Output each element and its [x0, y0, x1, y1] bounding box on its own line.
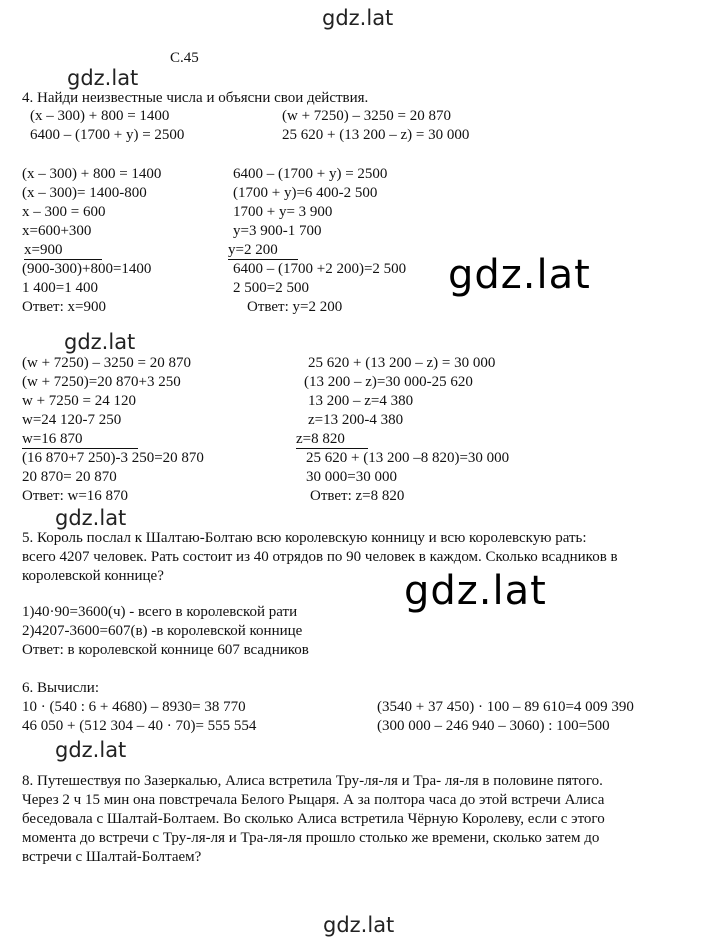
task5-text: королевской коннице?	[22, 568, 164, 584]
x-step: (x – 300) + 800 = 1400	[22, 166, 162, 182]
task5-text: всего 4207 человек. Рать состоит из 40 отрядов по 90 человек в каждом. Сколько всадников в	[22, 549, 618, 565]
z-step: z=8 820	[296, 431, 368, 449]
watermark: gdz.lat	[55, 506, 127, 530]
y-step: 6400 – (1700 + y) = 2500	[233, 166, 388, 182]
x-step: 1 400=1 400	[22, 280, 98, 296]
watermark: gdz.lat	[404, 568, 547, 614]
watermark: gdz.lat	[323, 913, 395, 937]
task5-text: 5. Король послал к Шалтаю-Болтаю всю королевскую конницу и всю королевскую рать:	[22, 530, 587, 546]
z-answer: Ответ: z=8 820	[310, 488, 405, 504]
watermark: gdz.lat	[448, 252, 591, 298]
y-step: 6400 – (1700 +2 200)=2 500	[233, 261, 407, 277]
task5-answer: Ответ: в королевской коннице 607 всадников	[22, 642, 309, 658]
x-step: (900-300)+800=1400	[22, 261, 152, 277]
task6-heading: 6. Вычисли:	[22, 680, 99, 696]
w-step: (w + 7250)=20 870+3 250	[22, 374, 181, 390]
task6-expression: (300 000 – 246 940 – 3060) : 100=500	[377, 718, 610, 734]
w-answer: Ответ: w=16 870	[22, 488, 129, 504]
watermark: gdz.lat	[322, 6, 394, 30]
task6-expression: (3540 + 37 450) · 100 – 89 610=4 009 390	[377, 699, 634, 715]
task4-equation-z: 25 620 + (13 200 – z) = 30 000	[282, 127, 470, 143]
task4-equation-x: (x – 300) + 800 = 1400	[30, 108, 170, 124]
w-answer-underlined	[22, 431, 138, 449]
task4-equation-w: (w + 7250) – 3250 = 20 870	[282, 108, 451, 124]
z-step: 13 200 – z=4 380	[308, 393, 414, 409]
y-answer: Ответ: y=2 200	[247, 299, 343, 315]
watermark: gdz.lat	[64, 330, 136, 354]
y-step: (1700 + y)=6 400-2 500	[233, 185, 378, 201]
x-answer: Ответ: x=900	[22, 299, 106, 315]
y-step: y=2 200	[228, 242, 298, 260]
y-answer-underlined	[228, 242, 298, 260]
w-step: w=16 870	[22, 431, 138, 449]
task8-text: Через 2 ч 15 мин она повстречала Белого Рыцаря. А за полтора часа до этой встречи Алиса	[22, 792, 605, 808]
w-step: 20 870= 20 870	[22, 469, 117, 485]
x-step: x=600+300	[22, 223, 92, 239]
z-step: 25 620 + (13 200 – z) = 30 000	[308, 355, 496, 371]
y-step: y=3 900-1 700	[233, 223, 322, 239]
page-reference: С.45	[170, 50, 199, 66]
x-step: x=900	[24, 242, 102, 260]
z-step: (13 200 – z)=30 000-25 620	[304, 374, 473, 390]
x-answer-underlined	[24, 242, 102, 260]
task5-solution-line: 2)4207-3600=607(в) -в королевской коннице	[22, 623, 303, 639]
task4-equation-y: 6400 – (1700 + y) = 2500	[30, 127, 185, 143]
y-step: 2 500=2 500	[233, 280, 309, 296]
task6-expression: 10 · (540 : 6 + 4680) – 8930= 38 770	[22, 699, 246, 715]
task4-heading: 4. Найди неизвестные числа и объясни свои действия.	[22, 90, 369, 106]
w-step: (16 870+7 250)-3 250=20 870	[22, 450, 204, 466]
w-step: w + 7250 = 24 120	[22, 393, 137, 409]
y-step: 1700 + y= 3 900	[233, 204, 333, 220]
task8-text: встречи с Шалтай-Болтаем?	[22, 849, 202, 865]
watermark: gdz.lat	[67, 66, 139, 90]
task8-text: момента до встречи с Тру-ля-ля и Тра-ля-ля прошло столько же времени, сколько затем до	[22, 830, 600, 846]
z-step: 30 000=30 000	[306, 469, 397, 485]
w-step: w=24 120-7 250	[22, 412, 122, 428]
task6-expression: 46 050 + (512 304 – 40 · 70)= 555 554	[22, 718, 257, 734]
z-answer-underlined	[296, 431, 368, 449]
task8-text: 8. Путешествуя по Зазеркалью, Алиса встретила Тру-ля-ля и Тра- ля-ля в половине пятого.	[22, 773, 603, 789]
z-step: 25 620 + (13 200 –8 820)=30 000	[306, 450, 510, 466]
task5-solution-line: 1)40·90=3600(ч) - всего в королевской рати	[22, 604, 298, 620]
x-step: x – 300 = 600	[22, 204, 106, 220]
z-step: z=13 200-4 380	[308, 412, 404, 428]
watermark: gdz.lat	[55, 738, 127, 762]
x-step: (x – 300)= 1400-800	[22, 185, 147, 201]
w-step: (w + 7250) – 3250 = 20 870	[22, 355, 191, 371]
task8-text: беседовала с Шалтай-Болтаем. Во сколько Алиса встретила Чёрную Королеву, если с этого	[22, 811, 605, 827]
